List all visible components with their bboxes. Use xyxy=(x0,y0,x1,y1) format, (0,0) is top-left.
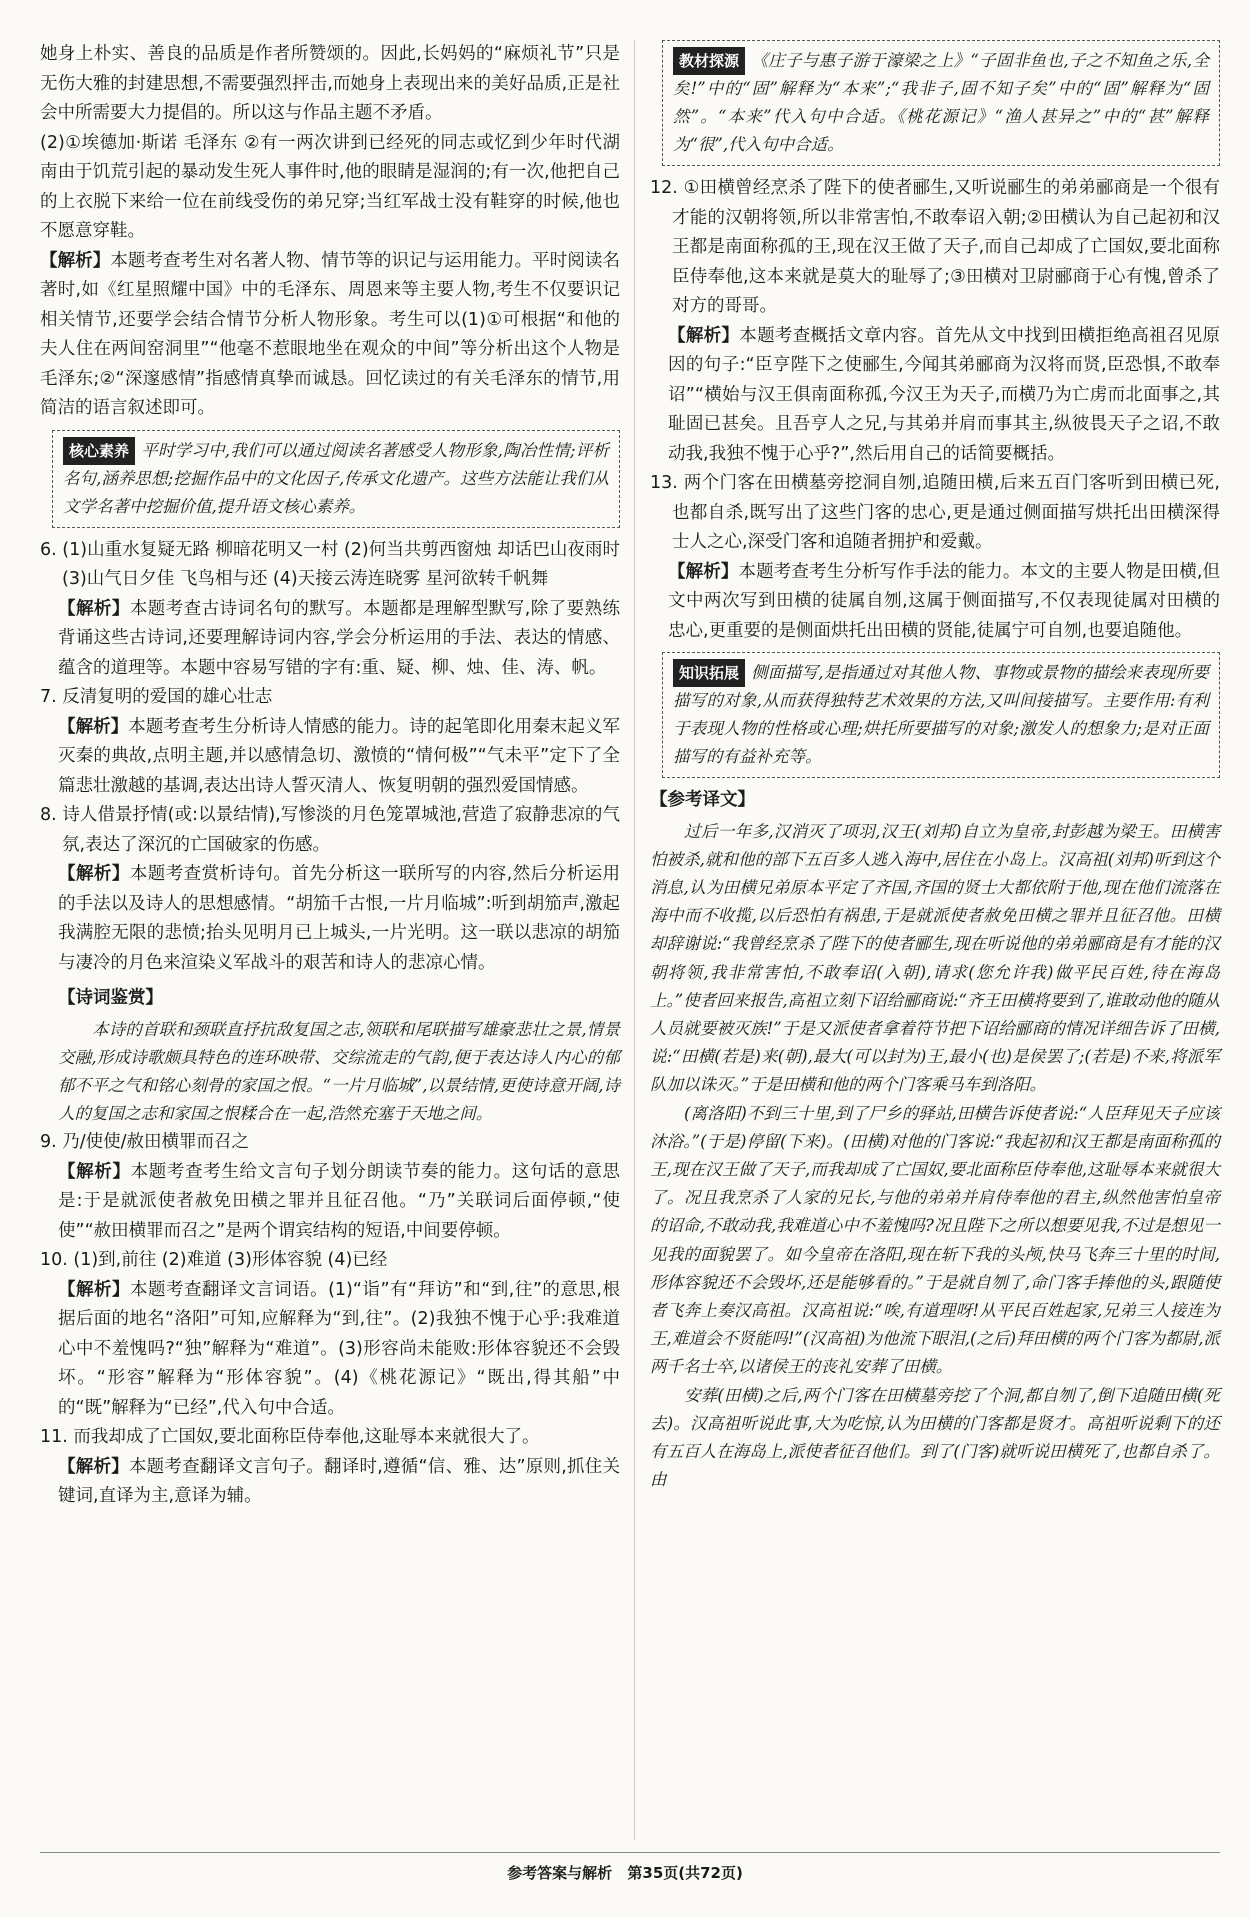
translation-paragraph: 过后一年多,汉消灭了项羽,汉王(刘邦)自立为皇帝,封彭越为梁王。田横害怕被杀,就和他的部下五百多人逃入海中,居住在小岛上。汉高祖(刘邦)听到这个消息,认为田横兄弟原本平定了齐国,齐国的贤士大都依附于他,现在他们流落在海中而不收揽,以后恐怕有祸患,于是就派使者赦免田横之罪并且征召他。田横却辞谢说:“我曾经烹杀了陛下的使者郦生,现在听说他的弟弟郦商是有才能的汉朝将领,我非常害怕,不敢奉诏(入朝),请求(您允许我)做平民百姓,待在海岛上。”使者回来报告,高祖立刻下诏给郦商说:“齐王田横将要到了,谁敢动他的随从人员就要被灭族!”于是又派使者拿着符节把下诏给郦商的情况详细告诉了田横,说:“田横(若是)来(朝),最大(可以封为)王,最小(也)是侯罢了;(若是)不来,将派军队加以诛灭。”于是田横和他的两个门客乘马车到洛阳。 xyxy=(650,821,1220,1095)
translation-paragraph: 安葬(田横)之后,两个门客在田横墓旁挖了个洞,都自刎了,倒下追随田横(死去)。汉高祖听说此事,大为吃惊,认为田横的门客都是贤才。高祖听说剩下的还有五百人在海岛上,派使者征召他们。到了(门客)就听说田横死了,也都自杀了。由 xyxy=(650,1385,1220,1490)
question-12-answer: 12. ①田横曾经烹杀了陛下的使者郦生,又听说郦生的弟弟郦商是一个很有才能的汉朝将领,所以非常害怕,不敢奉诏入朝;②田横认为自己起初和汉王都是南面称孤的王,现在汉王做了天子,而自己却成了亡国奴,要北面称臣侍奉他,这本来就是莫大的耻辱了;③田横对卫尉郦商于心有愧,曾杀了对方的哥哥。 xyxy=(650,178,1220,316)
question-8-analysis: 【解析】本题考查赏析诗句。首先分析这一联所写的内容,然后分析运用的手法以及诗人的思想感情。“胡笳千古恨,一片月临城”:听到胡笳声,激起我满腔无限的悲愤;抬头见明月已上城头,一片光明。这一联以悲凉的胡笳与凄冷的月色来渲染义军战斗的艰苦和诗人的悲凉心情。 xyxy=(58,864,621,973)
core-literacy-box: 核心素养 平时学习中,我们可以通过阅读名著感受人物形象,陶冶性情;评析名句,涵养思想;挖掘作品中的文化因子,传承文化遗产。这些方法能让我们从文学名著中挖掘价值,提升语文核心素养。 xyxy=(52,430,620,528)
answer-paragraph: (2)①埃德加·斯诺 毛泽东 ②有一两次讲到已经死的同志或忆到少年时代湖南由于饥荒引起的暴动发生死人事件时,他的眼睛是湿润的;有一次,他把自己的上衣脱下来给一位在前线受伤的弟兄穿;当红军战士没有鞋穿的时候,他也不愿意穿鞋。 xyxy=(40,132,620,241)
analysis-tag: 【解析】 xyxy=(40,250,111,271)
reference-translation-heading: 【参考译文】 xyxy=(650,790,755,810)
question-10-answer: 10. (1)到,前往 (2)难道 (3)形体容貌 (4)已经 xyxy=(40,1250,388,1271)
analysis-paragraph: 【解析】本题考查考生对名著人物、情节等的识记与运用能力。平时阅读名著时,如《红星照耀中国》中的毛泽东、周恩来等主要人物,考生不仅要识记相关情节,还要学会结合情节分析人物形象。考生可以(1)①可根据“和他的夫人住在两间窑洞里”“他毫不惹眼地坐在观众的中间”等分析出这个人物是毛泽东;②“深邃感情”指感情真挚而诚恳。回忆读过的有关毛泽东的情节,用简洁的语言叙述即可。 xyxy=(40,250,620,418)
page-footer xyxy=(0,1862,1250,1883)
translation-paragraph: (离洛阳)不到三十里,到了尸乡的驿站,田横告诉使者说:“人臣拜见天子应该沐浴。”(于是)停留(下来)。(田横)对他的门客说:“我起初和汉王都是南面称孤的王,现在汉王做了天子,而我却成了亡国奴,要北面称臣侍奉他,这耻辱本来就很大了。况且我烹杀了人家的兄长,与他的弟弟并肩侍奉他的君主,纵然他害怕皇帝的诏命,不敢动我,我难道心中不羞愧吗?况且陛下之所以想要见我,不过是想见一见我的面貌罢了。如今皇帝在洛阳,现在斩下我的头颅,快马飞奔三十里的时间,形体容貌还不会毁坏,还是能够看的。”于是就自刎了,命门客手捧他的头,跟随使者飞奔上奏汉高祖。汉高祖说:“唉,有道理呀!从平民百姓起家,兄弟三人接连为王,难道会不贤能吗!”(汉高祖)为他流下眼泪,(之后)拜田横的两个门客为都尉,派两千名士卒,以诸侯王的丧礼安葬了田横。 xyxy=(650,1103,1220,1377)
column-divider xyxy=(634,40,635,1840)
question-8-answer: 8. 诗人借景抒情(或:以景结情),写惨淡的月色笼罩城池,营造了寂静悲凉的气氛,表达了深沉的亡国破家的伤感。 xyxy=(40,805,620,855)
poetry-appreciation-heading: 【诗词鉴赏】 xyxy=(58,988,163,1008)
answer-paragraph: 她身上朴实、善良的品质是作者所赞颂的。因此,长妈妈的“麻烦礼节”只是无伤大雅的封建思想,不需要强烈抨击,而她身上表现出来的美好品质,正是社会中所需要大力提倡的。所以这与作品主题不矛盾。 xyxy=(40,44,620,123)
page-number: 第35页(共72页) xyxy=(627,1864,743,1882)
question-13-analysis: 【解析】本题考查考生分析写作手法的能力。本文的主要人物是田横,但文中两次写到田横的徒属自刎,这属于侧面描写,不仅表现徒属对田横的忠心,更重要的是侧面烘托出田横的贤能,徒属宁可自刎,也要追随他。 xyxy=(668,561,1221,641)
question-9-analysis: 【解析】本题考查考生给文言句子划分朗读节奏的能力。这句话的意思是:于是就派使者赦免田横之罪并且征召他。“乃”关联词后面停顿,“使使”“赦田横罪而召之”是两个谓宾结构的短语,中间要停顿。 xyxy=(58,1161,621,1241)
box-heading: 教材探源 xyxy=(673,47,745,75)
question-13-answer: 13. 两个门客在田横墓旁挖洞自刎,追随田横,后来五百门客听到田横已死,也都自杀,既写出了这些门客的忠心,更是通过侧面描写烘托出田横深得士人之心,深受门客和追随者拥护和爱戴。 xyxy=(650,473,1220,552)
left-column xyxy=(40,40,620,1512)
question-7-analysis: 【解析】本题考查考生分析诗人情感的能力。诗的起笔即化用秦末起义军灭秦的典故,点明主题,并以感情急切、激愤的“情何极”“气未平”定下了全篇悲壮激越的基调,表达出诗人誓灭清人、恢复明朝的强烈爱国情感。 xyxy=(58,716,621,796)
question-7-answer: 7. 反清复明的爱国的雄心壮志 xyxy=(40,687,273,707)
question-9-answer: 9. 乃/使使/赦田横罪而召之 xyxy=(40,1132,250,1153)
box-heading: 核心素养 xyxy=(63,437,135,465)
box-heading: 知识拓展 xyxy=(673,659,745,687)
textbook-source-box: 教材探源 《庄子与惠子游于濠梁之上》“子固非鱼也,子之不知鱼之乐,全矣!”中的“固”解释为“本来”;“我非子,固不知子矣”中的“固”解释为“固然”。“本来”代入句中合适。《桃花源记》“渔人甚异之”中的“甚”解释为“很”,代入句中合适。 xyxy=(662,40,1220,166)
question-10-analysis: 【解析】本题考查翻译文言词语。(1)“诣”有“拜访”和“到,往”的意思,根据后面的地名“洛阳”可知,应解释为“到,往”。(2)我独不愧于心乎:我难道心中不羞愧吗?“独”解释为“难道”。(3)形容尚未能败:形体容貌还不会毁坏。“形容”解释为“形体容貌”。(4)《桃花源记》“既出,得其船”中的“既”解释为“已经”,代入句中合适。 xyxy=(58,1279,621,1418)
question-11-answer: 11. 而我却成了亡国奴,要北面称臣侍奉他,这耻辱本来就很大了。 xyxy=(40,1427,540,1448)
knowledge-extension-box: 知识拓展 侧面描写,是指通过对其他人物、事物或景物的描绘来表现所要描写的对象,从而获得独特艺术效果的方法,又叫间接描写。主要作用:有利于表现人物的性格或心理;烘托所要描写的对象;激发人的想象力;是对正面描写的有益补充等。 xyxy=(662,652,1220,778)
poetry-appreciation-text: 本诗的首联和颈联直抒抗敌复国之志,领联和尾联描写雄豪悲壮之景,情景交融,形成诗歌颇具特色的连环映带、交综流走的气韵,便于表达诗人内心的郁郁不平之气和铭心刻骨的家国之恨。“一片月临城”,以景结情,更使诗意开阔,诗人的复国之志和家国之恨糅合在一起,浩然充塞于天地之间。 xyxy=(58,1019,620,1124)
question-11-analysis: 【解析】本题考查翻译文言句子。翻译时,遵循“信、雅、达”原则,抓住关键词,直译为主,意译为辅。 xyxy=(58,1456,620,1507)
footer-rule xyxy=(40,1852,1220,1853)
question-6-answer: 6. (1)山重水复疑无路 柳暗花明又一村 (2)何当共剪西窗烛 却话巴山夜雨时 (3)山气日夕佳 飞鸟相与还 (4)天接云涛连晓雾 星河欲转千帆舞 xyxy=(40,539,620,589)
question-6-analysis: 【解析】本题考查古诗词名句的默写。本题都是理解型默写,除了要熟练背诵这些古诗词,还要理解诗词内容,学会分析运用的手法、表达的情感、蕴含的道理等。本题中容易写错的字有:重、疑、柳、烛、佳、涛、帆。 xyxy=(58,598,621,678)
footer-label: 参考答案与解析 xyxy=(507,1864,613,1882)
question-12-analysis: 【解析】本题考查概括文章内容。首先从文中找到田横拒绝高祖召见原因的句子:“臣亨陛下之使郦生,今闻其弟郦商为汉将而贤,臣恐惧,不敢奉诏”“横始与汉王俱南面称孤,今汉王为天子,而横乃为亡虏而北面事之,其耻固已甚矣。且吾亨人之兄,与其弟并肩而事其主,纵彼畏天子之诏,不敢动我,我独不愧于心乎?”,然后用自己的话简要概括。 xyxy=(668,325,1221,464)
right-column xyxy=(650,40,1220,1494)
